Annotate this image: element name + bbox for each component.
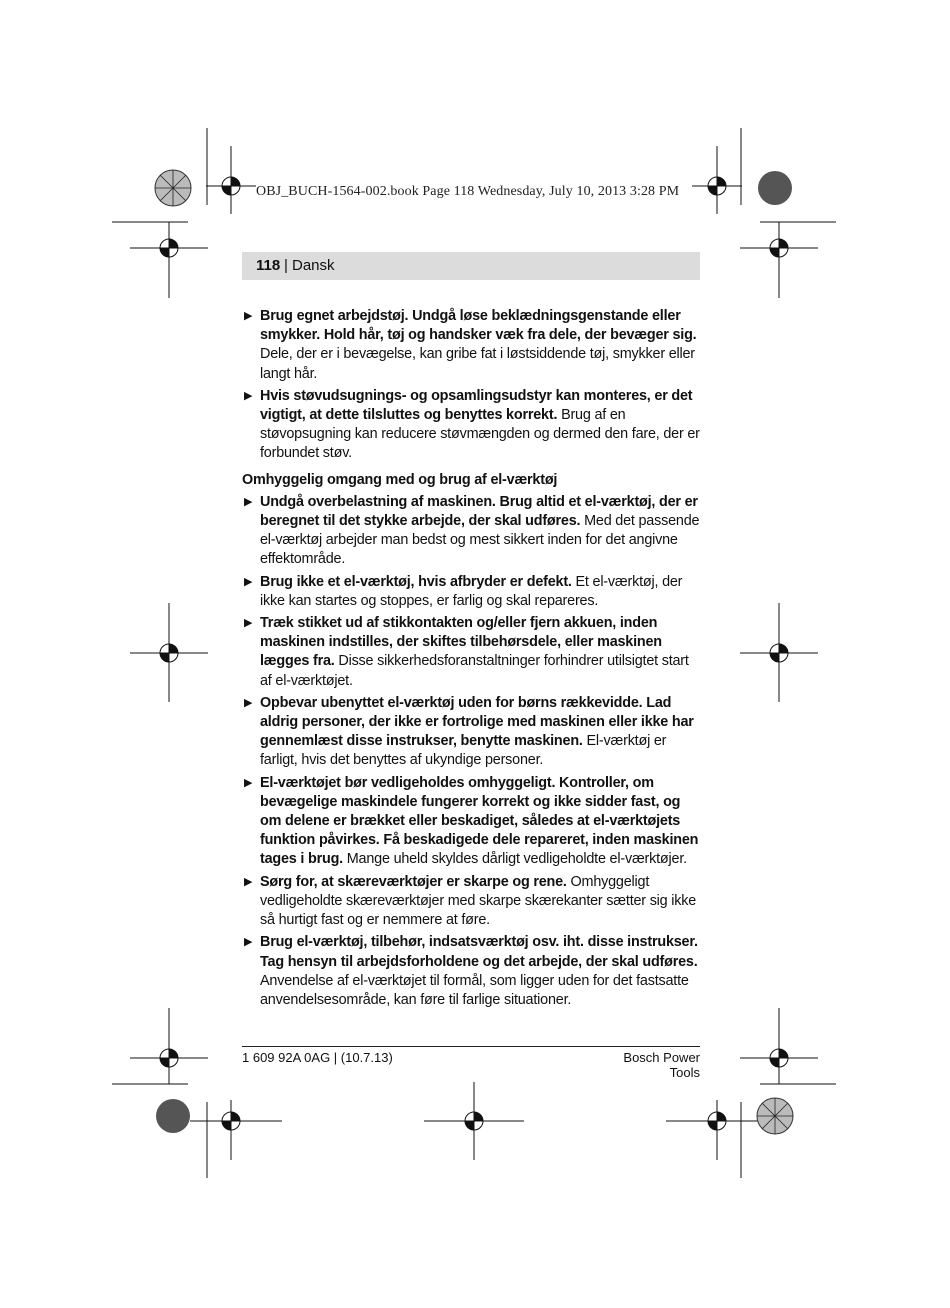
bullet-arrow-icon: ▶ bbox=[244, 696, 253, 709]
bullet-arrow-icon: ▶ bbox=[244, 575, 253, 588]
list-item bbox=[242, 694, 700, 771]
bullet-arrow-icon: ▶ bbox=[244, 495, 253, 508]
list-item bbox=[242, 614, 700, 691]
bullet-normal-text: Med det passende el-værktøj arbejder man bedst og mest sikkert inden for det angivne effektområde. bbox=[260, 513, 700, 568]
list-item bbox=[242, 873, 700, 931]
page-header-bar bbox=[242, 252, 700, 280]
bullet-bold-text: Sørg for, at skæreværktøjer er skarpe og rene. bbox=[260, 873, 567, 890]
list-item bbox=[242, 387, 700, 464]
page-content bbox=[242, 307, 700, 1013]
bullet-bold-text: Træk stikket ud af stikkontakten og/eller fjern akkuen, inden maskinen indstilles, der skiftes tilbehørsdele, eller maskinen lægges fra. bbox=[260, 615, 662, 670]
bullet-arrow-icon: ▶ bbox=[244, 776, 253, 789]
list-item bbox=[242, 774, 700, 870]
list-item bbox=[242, 933, 700, 1010]
page-number: 118 bbox=[256, 257, 281, 274]
bullet-bold-text: Brug egnet arbejdstøj. Undgå løse beklædningsgenstande eller smykker. Hold hår, tøj og handsker væk fra dele, der bevæger sig. bbox=[260, 308, 697, 344]
file-slug-line: OBJ_BUCH-1564-002.book Page 118 Wednesday, July 10, 2013 3:28 PM bbox=[256, 184, 680, 199]
bullet-normal-text: Mange uheld skyldes dårligt vedligeholdte el-værktøjer. bbox=[342, 851, 687, 868]
bullet-arrow-icon: ▶ bbox=[244, 936, 253, 949]
bullet-bold-text: Opbevar ubenyttet el-værktøj uden for børns rækkevidde. Lad aldrig personer, der ikke er fortrolige med maskinen eller ikke har gennemlæst disse instrukser, benytte maskinen. bbox=[260, 694, 694, 750]
bullet-bold-text: Hvis støvudsugnings- og opsamlingsudstyr kan monteres, er det vigtigt, at dette tilsluttes og benyttes korrekt. bbox=[260, 387, 693, 424]
list-item bbox=[242, 493, 700, 570]
bullet-arrow-icon: ▶ bbox=[244, 617, 253, 630]
bullet-normal-text: Dele, der er i bevægelse, kan gribe fat i løstsiddende tøj, smykker eller langt hår. bbox=[260, 346, 695, 382]
language-label: Dansk bbox=[292, 257, 335, 274]
bullet-arrow-icon: ▶ bbox=[244, 389, 253, 402]
bullet-normal-text: Disse sikkerhedsforanstaltninger forhindrer utilsigtet start af el-værktøjet. bbox=[260, 653, 689, 689]
bullet-normal-text: Anvendelse af el-værktøjet til formål, som ligger uden for det fastsatte anvendelsesområde, kan føre til farlige situationer. bbox=[260, 972, 689, 1008]
bullet-bold-text: El-værktøjet bør vedligeholdes omhyggeligt. Kontroller, om bevægelige maskindele fungerer korrekt og ikke sidder fast, og om delene er brækket eller beskadiget, således at el-værktøjets funktion påvirkes. Få beskadigede dele repareret, inden maskinen tages i brug. bbox=[260, 774, 699, 868]
bullet-bold-text: Undgå overbelastning af maskinen. Brug altid et el-værktøj, der er beregnet til det stykke arbejde, der skal udføres. bbox=[260, 493, 698, 530]
bullet-arrow-icon: ▶ bbox=[244, 875, 253, 888]
bullet-normal-text: Et el-værktøj, der ikke kan startes og stoppes, er farlig og skal repareres. bbox=[260, 573, 683, 609]
bullet-normal-text: Brug af en støvopsugning kan reducere støvmængden og dermed den fare, der er forbundet støv. bbox=[260, 407, 700, 462]
bullet-list-section bbox=[242, 493, 700, 1010]
bullet-normal-text: El-værktøj er farligt, hvis det benyttes af ukyndige personer. bbox=[260, 733, 667, 769]
footer-rule bbox=[242, 1046, 700, 1047]
bullet-normal-text: Omhyggeligt vedligeholdte skæreværktøjer med skarpe skærekanter sætter sig ikke så hurtigt fast og er nemmere at føre. bbox=[260, 873, 697, 929]
footer-brand: Bosch Power Tools bbox=[623, 1050, 700, 1080]
section-heading: Omhyggelig omgang med og brug af el-værktøj bbox=[242, 471, 558, 488]
list-item bbox=[242, 573, 700, 611]
list-item bbox=[242, 307, 700, 384]
bullet-arrow-icon: ▶ bbox=[244, 310, 253, 322]
footer-doc-number: 1 609 92A 0AG | (10.7.13) bbox=[242, 1050, 393, 1065]
header-separator: | bbox=[284, 257, 288, 274]
bullet-bold-text: Brug el-værktøj, tilbehør, indsatsværktøj osv. iht. disse instrukser. Tag hensyn til arbejdsforholdene og det arbejde, der skal udføres. bbox=[260, 934, 698, 970]
bullet-list-top bbox=[242, 307, 700, 464]
bullet-bold-text: Brug ikke et el-værktøj, hvis afbryder er defekt. bbox=[260, 573, 572, 590]
